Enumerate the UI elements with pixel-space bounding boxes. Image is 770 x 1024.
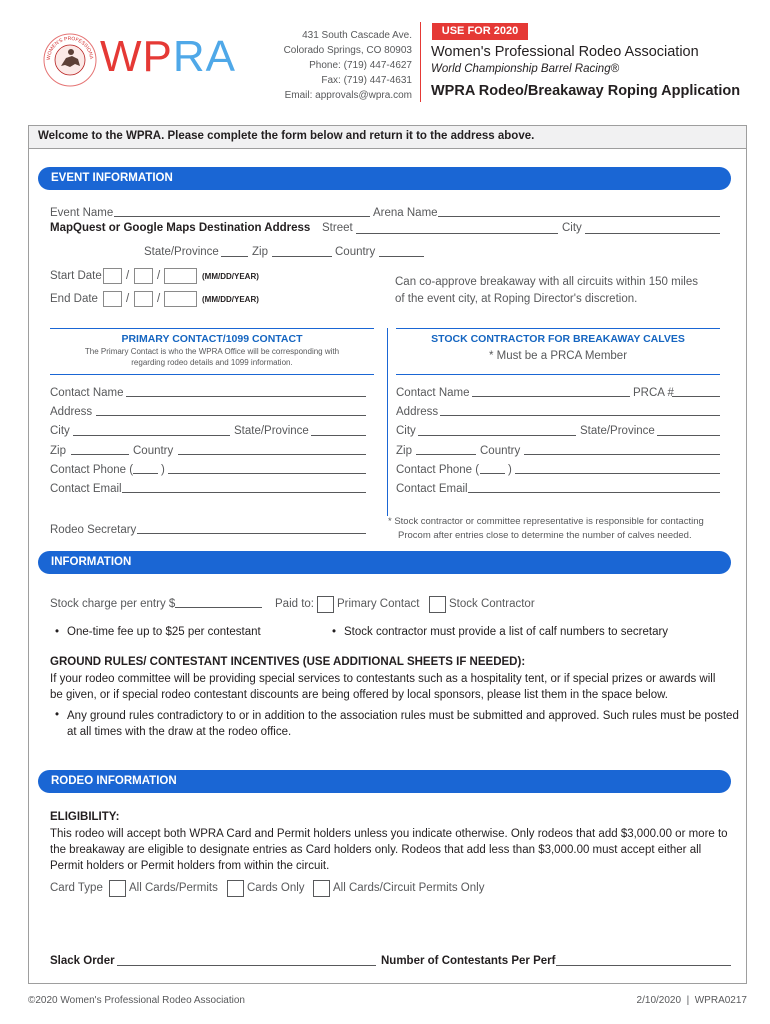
end-slash-2: /	[157, 293, 161, 305]
circuit-permits-checkbox[interactable]	[313, 880, 330, 897]
address-phone: Phone: (719) 447-4627	[309, 60, 412, 71]
org-name: Women's Professional Rodeo Association	[431, 44, 699, 60]
primary-city-label: City	[50, 425, 70, 437]
country-field[interactable]	[379, 256, 424, 257]
stock-contractor-note: * Must be a PRCA Member	[488, 350, 628, 362]
fee-bullet-text: One-time fee up to $25 per contestant	[67, 626, 261, 638]
ground-rules-text: If your rodeo committee will be providing special services to contestants such as a hospitality tent, or if special prizes or awards will be given, or if special rodeo contestant discounts are being offered by local sponsors, please list them in the space below.	[50, 673, 716, 701]
end-date-format: (MM/DD/YEAR)	[202, 295, 259, 304]
city-label: City	[562, 222, 582, 234]
contestants-per-perf-label: Number of Contestants Per Perf	[381, 955, 556, 967]
primary-area-code-field[interactable]	[133, 473, 158, 474]
address-street: 431 South Cascade Ave.	[302, 30, 412, 41]
start-day-box[interactable]	[134, 268, 153, 284]
start-date-format: (MM/DD/YEAR)	[202, 272, 259, 281]
stock-contractor-subrule	[396, 374, 720, 375]
contestants-per-perf-field[interactable]	[556, 965, 731, 966]
end-year-box[interactable]	[164, 291, 197, 307]
primary-contact-rule	[50, 328, 374, 329]
primary-contact-heading: PRIMARY CONTACT/1099 CONTACT	[121, 333, 303, 345]
stock-email-field[interactable]	[468, 492, 720, 493]
start-month-box[interactable]	[103, 268, 122, 284]
street-field[interactable]	[356, 233, 558, 234]
rodeo-secretary-label: Rodeo Secretary	[50, 524, 137, 536]
stock-contact-name-field[interactable]	[472, 396, 630, 397]
ground-rules-heading: GROUND RULES/ CONTESTANT INCENTIVES (USE ADDITIONAL SHEETS IF NEEDED):	[50, 656, 526, 668]
event-name-field[interactable]	[114, 216, 370, 217]
stock-address-label: Address	[396, 406, 439, 418]
bullet-dot: •	[55, 709, 60, 721]
primary-country-label: Country	[133, 445, 174, 457]
stock-charge-field[interactable]	[175, 607, 262, 608]
eligibility-heading: ELIGIBILITY:	[50, 811, 120, 823]
footer-version: 2/10/2020 | WPRA0217	[636, 995, 747, 1006]
rodeo-information-heading: RODEO INFORMATION	[38, 770, 731, 793]
all-cards-permits-checkbox[interactable]	[109, 880, 126, 897]
end-day-box[interactable]	[134, 291, 153, 307]
information-heading: INFORMATION	[38, 551, 731, 574]
stock-phone-close: )	[508, 464, 512, 476]
start-slash-1: /	[126, 270, 130, 282]
ground-rules-bullet: Any ground rules contradictory to or in addition to the association rules must be submitted and approved. Such rules must be posted at all times with the draw at the rodeo office.	[67, 710, 739, 738]
primary-state-field[interactable]	[311, 435, 366, 436]
card-type-label: Card Type	[50, 882, 103, 894]
primary-phone-label: Contact Phone (	[50, 464, 134, 476]
arena-name-label: Arena Name	[373, 207, 438, 219]
paid-to-label: Paid to:	[275, 598, 314, 610]
zip-field[interactable]	[272, 256, 332, 257]
stock-country-field[interactable]	[524, 454, 720, 455]
address-city: Colorado Springs, CO 80903	[283, 45, 412, 56]
primary-address-label: Address	[50, 406, 93, 418]
coapprove-note-line1: Can co-approve breakaway with all circuits within 150 miles	[395, 276, 698, 288]
start-date-label: Start Date	[50, 270, 102, 282]
end-slash-1: /	[126, 293, 130, 305]
paid-to-stock-label: Stock Contractor	[449, 598, 535, 610]
wpra-logo: WPRA	[100, 32, 237, 81]
start-year-box[interactable]	[164, 268, 197, 284]
primary-address-field[interactable]	[96, 415, 366, 416]
stock-footnote-2: Procom after entries close to determine the number of calves needed.	[398, 530, 692, 541]
state-field[interactable]	[221, 256, 248, 257]
stock-zip-field[interactable]	[416, 454, 476, 455]
form-title: WPRA Rodeo/Breakaway Roping Application	[431, 83, 741, 99]
primary-email-label: Contact Email	[50, 483, 122, 495]
country-label: Country	[335, 246, 376, 258]
stock-city-field[interactable]	[418, 435, 576, 436]
street-label: Street	[322, 222, 353, 234]
primary-contact-note-1: The Primary Contact is who the WPRA Office will be corresponding with	[84, 347, 340, 356]
cards-only-label: Cards Only	[247, 882, 305, 894]
stock-state-label: State/Province	[580, 425, 655, 437]
stock-charge-label: Stock charge per entry $	[50, 598, 176, 610]
primary-zip-label: Zip	[50, 445, 66, 457]
welcome-divider	[29, 148, 746, 149]
stock-address-field[interactable]	[440, 415, 720, 416]
stock-email-label: Contact Email	[396, 483, 468, 495]
state-label: State/Province	[144, 246, 219, 258]
primary-contact-note-2: regarding rodeo details and 1099 information.	[131, 358, 293, 367]
primary-city-field[interactable]	[73, 435, 230, 436]
destination-address-label: MapQuest or Google Maps Destination Address	[50, 222, 311, 234]
city-field[interactable]	[585, 233, 720, 234]
eligibility-text: This rodeo will accept both WPRA Card and Permit holders unless you indicate otherwise. Only rodeos that add $3,000.00 or more to the breakaway are eligible to designate entries as Card holders only. Rodeos that add less than $3,000.00 must accept either all Permit holders or Permit holders from within the circuit.	[50, 828, 728, 872]
start-slash-2: /	[157, 270, 161, 282]
stock-city-label: City	[396, 425, 416, 437]
primary-state-label: State/Province	[234, 425, 309, 437]
stock-area-code-field[interactable]	[480, 473, 505, 474]
stock-phone-label: Contact Phone (	[396, 464, 480, 476]
rodeo-secretary-field[interactable]	[137, 533, 366, 534]
stock-contractor-heading: STOCK CONTRACTOR FOR BREAKAWAY CALVES	[431, 333, 685, 345]
paid-to-stock-checkbox[interactable]	[429, 596, 446, 613]
stock-contact-name-label: Contact Name	[396, 387, 470, 399]
circuit-permits-label: All Cards/Circuit Permits Only	[333, 882, 485, 894]
primary-contact-name-field[interactable]	[126, 396, 366, 397]
event-information-heading: EVENT INFORMATION	[38, 167, 731, 190]
event-name-label: Event Name	[50, 207, 114, 219]
header-divider	[420, 22, 421, 102]
primary-phone-field[interactable]	[168, 473, 366, 474]
cards-only-checkbox[interactable]	[227, 880, 244, 897]
paid-to-primary-checkbox[interactable]	[317, 596, 334, 613]
primary-phone-close: )	[161, 464, 165, 476]
stock-zip-label: Zip	[396, 445, 412, 457]
footer-copyright: ©2020 Women's Professional Rodeo Association	[28, 995, 245, 1006]
svg-text:WOMEN'S PROFESSIONAL: WOMEN'S PROFESSIONA	[45, 35, 95, 61]
bullet-dot: •	[332, 626, 337, 638]
end-month-box[interactable]	[103, 291, 122, 307]
stock-footnote-1: * Stock contractor or committee representative is responsible for contacting	[388, 516, 704, 527]
column-divider	[387, 328, 388, 516]
primary-contact-name-label: Contact Name	[50, 387, 124, 399]
stock-country-label: Country	[480, 445, 521, 457]
slack-order-label: Slack Order	[50, 955, 115, 967]
prca-number-label: PRCA #	[633, 387, 674, 399]
stock-contractor-rule	[396, 328, 720, 329]
paid-to-primary-label: Primary Contact	[337, 598, 420, 610]
all-cards-permits-label: All Cards/Permits	[129, 882, 218, 894]
prca-number-field[interactable]	[672, 396, 720, 397]
calf-list-bullet-text: Stock contractor must provide a list of calf numbers to secretary	[344, 626, 669, 638]
bullet-dot: •	[55, 626, 60, 638]
org-address	[250, 28, 412, 103]
end-date-label: End Date	[50, 293, 98, 305]
org-tagline: World Championship Barrel Racing®	[431, 63, 620, 75]
primary-email-field[interactable]	[122, 492, 366, 493]
wpra-seal	[42, 32, 98, 88]
primary-zip-field[interactable]	[71, 454, 129, 455]
coapprove-note-line2: of the event city, at Roping Director's discretion.	[395, 293, 638, 305]
stock-phone-field[interactable]	[515, 473, 720, 474]
primary-country-field[interactable]	[178, 454, 366, 455]
address-fax: Fax: (719) 447-4631	[321, 75, 412, 86]
address-email: Email: approvals@wpra.com	[284, 90, 412, 101]
zip-label: Zip	[252, 246, 268, 258]
use-for-badge: USE FOR 2020	[432, 23, 528, 40]
stock-state-field[interactable]	[657, 435, 720, 436]
arena-name-field[interactable]	[438, 216, 720, 217]
primary-contact-subrule	[50, 374, 374, 375]
slack-order-field[interactable]	[117, 965, 376, 966]
welcome-text: Welcome to the WPRA. Please complete the form below and return it to the address above.	[38, 130, 535, 142]
